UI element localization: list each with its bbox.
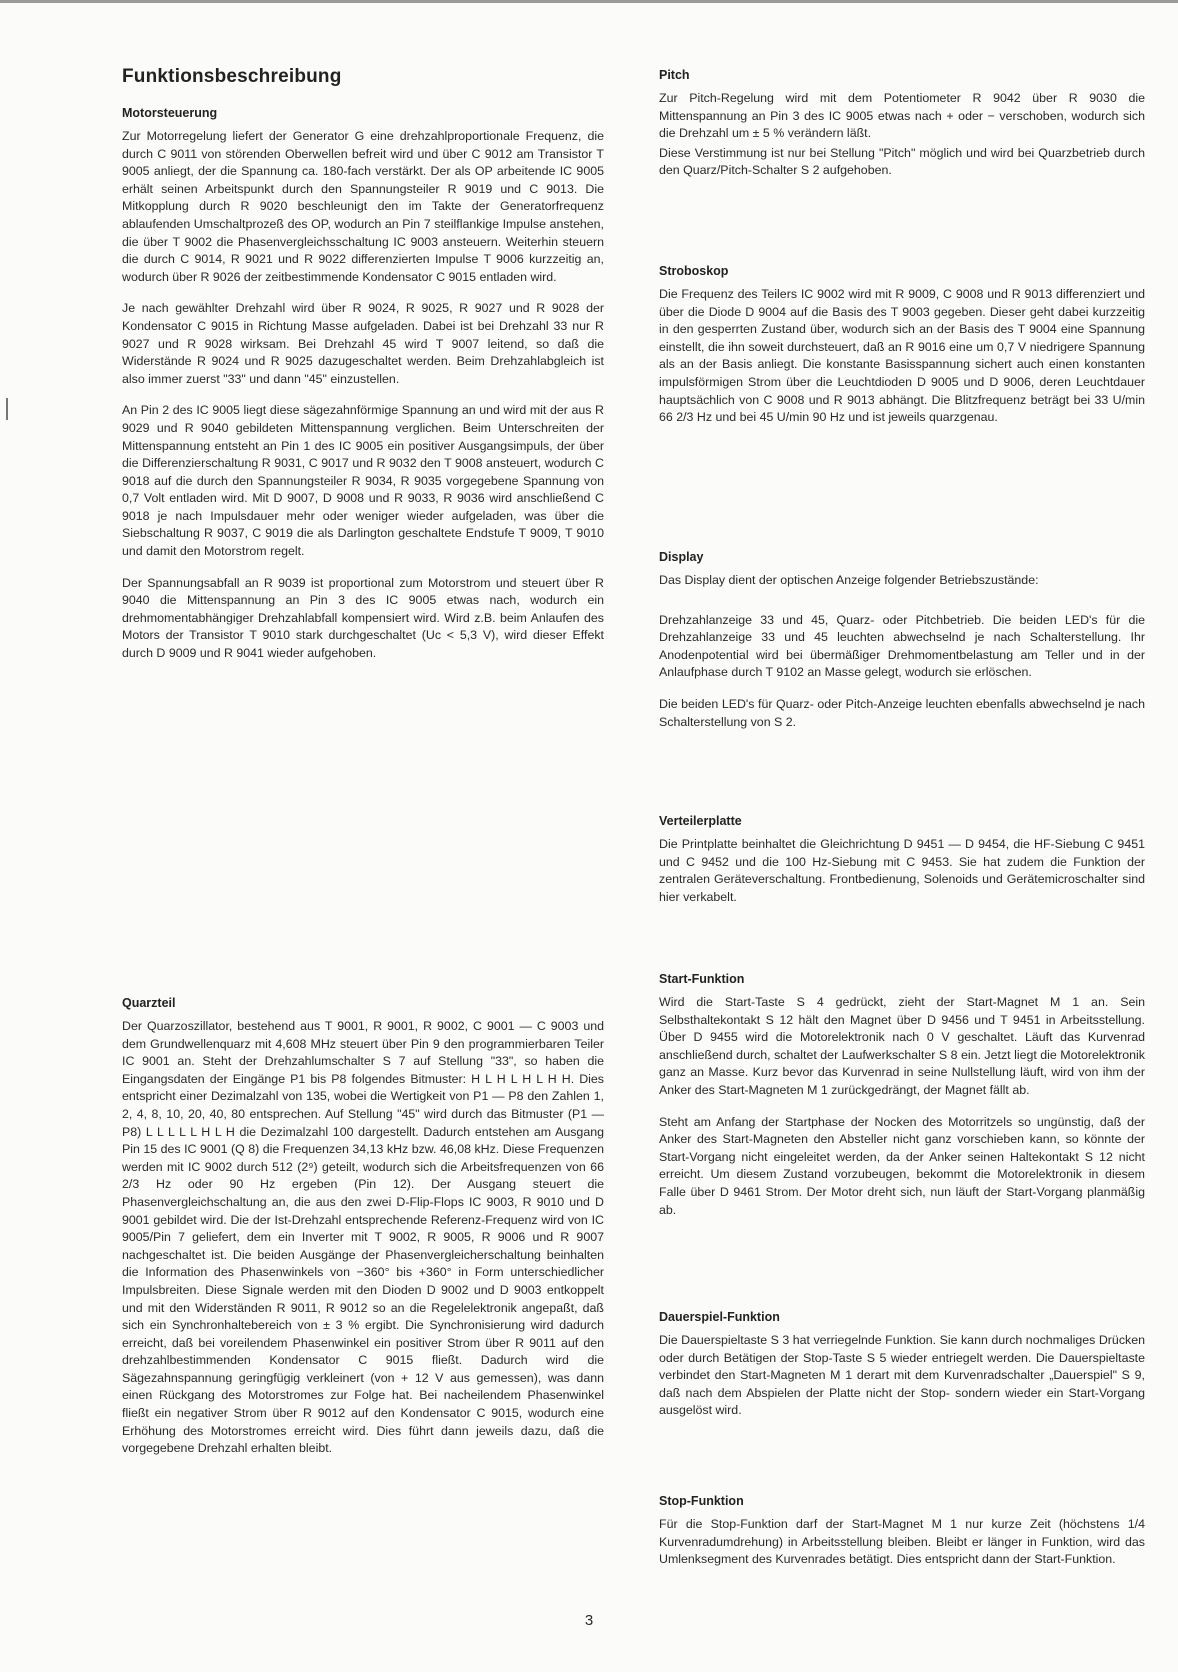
section-heading: Stop-Funktion xyxy=(659,1494,744,1508)
section-heading: Quarzteil xyxy=(122,996,176,1010)
section-pitch xyxy=(659,68,1145,194)
section-verteilerplatte xyxy=(659,814,1145,920)
margin-mark xyxy=(6,398,8,420)
paragraph: Zur Pitch-Regelung wird mit dem Potentiometer R 9042 über R 9030 die Mittenspannung an Pin 3 des IC 9005 etwas nach + oder − verschoben, wodurch sich die Drehzahl um ± 5 % verändern läßt. xyxy=(659,91,1145,141)
section-heading: Pitch xyxy=(659,68,690,82)
section-heading: Start-Funktion xyxy=(659,972,745,986)
section-stop-funktion xyxy=(659,1494,1145,1583)
section-heading: Verteilerplatte xyxy=(659,814,742,828)
page-title: Funktionsbeschreibung xyxy=(122,66,342,87)
paragraph: Diese Verstimmung ist nur bei Stellung "Pitch" möglich und wird bei Quarzbetrieb durch den Quarz/Pitch-Schalter S 2 aufgehoben. xyxy=(659,145,1145,178)
paragraph: An Pin 2 des IC 9005 liegt diese sägezahnförmige Spannung an und wird mit der aus R 9029 und R 9040 gebildeten Mittenspannung verglichen. Beim Unterschreiten der Mittenspannung entsteht an Pin 1 des IC 9005 ein positiver Ausgangsimpuls, der über die Differenzierschaltung R 9031, C 9017 und R 9032 den T 9008 ansteuert, wodurch C 9018 auf die durch den Spannungsteiler R 9034, R 9035 vorgegebene Spannung von 0,7 Volt entladen wird. Mit D 9007, D 9008 und R 9033, R 9036 wird anschließend C 9018 je nach Impulsdauer mehr oder weniger wieder aufgeladen, was über die Siebschaltung R 9037, C 9019 die als Darlington geschaltete Endstufe T 9009, T 9010 und damit den Motorstrom regelt. xyxy=(122,403,604,559)
section-heading: Dauerspiel-Funktion xyxy=(659,1310,780,1324)
paragraph: Je nach gewählter Drehzahl wird über R 9024, R 9025, R 9027 und R 9028 der Kondensator C 9015 in Richtung Masse aufgeladen. Dabei ist bei Drehzahl 33 nur R 9027 und R 9028 wirksam. Bei Drehzahl 45 wird T 9007 leitend, so daß die Widerstände R 9024 und R 9025 dazugeschaltet werden. Beim Drehzahlabgleich ist also immer zuerst "33" und dann "45" einzustellen. xyxy=(122,301,604,386)
paragraph: Die Frequenz des Teilers IC 9002 wird mit R 9009, C 9008 und R 9013 differenziert und über die Diode D 9004 auf die Basis des T 9003 gegeben. Dieser geht dabei kurzzeitig in den gesperrten Zustand über, wodurch sich an der Basis des T 9004 eine Spannung einstellt, die ihn soweit durchsteuert, daß an R 9016 eine um 0,7 V niedrigere Spannung als an der Basis anliegt. Die konstante Basisspannung sichert auch einen konstanten impulsförmigen Strom über die Leuchtdioden D 9005 und D 9006, deren Leuchtdauer hauptsächlich von C 9008 und R 9013 abhängt. Die Blitzfrequenz beträgt bei 33 U/min 66 2/3 Hz und bei 45 U/min 90 Hz und ist jeweils quarzgenau. xyxy=(659,287,1145,425)
section-heading: Display xyxy=(659,550,704,564)
section-display xyxy=(659,550,1145,745)
paragraph: Zur Motorregelung liefert der Generator G eine drehzahlproportionale Frequenz, die durch C 9011 von störenden Oberwellen befreit wird und über C 9012 am Transistor T 9005 anliegt, der die Spannung ca. 180-fach verstärkt. Der als OP arbeitende IC 9005 erhält seinen Arbeitspunkt durch den Spannungsteiler R 9019 und C 9013. Die Mitkopplung durch R 9020 beschleunigt den im Takte der Generatorfrequenz ablaufenden Umschaltprozeß des OP, wodurch an Pin 7 steilflankige Impulse anstehen, die über T 9002 die Phasenvergleichsschaltung IC 9003 ansteuern. Weiterhin steuern die durch C 9014, R 9021 und R 9022 differenzierten Impulse T 9006 kurzzeitig an, wodurch über R 9026 der zeitbestimmende Kondensator C 9015 entladen wird. xyxy=(122,129,604,284)
paragraph: Die beiden LED's für Quarz- oder Pitch-Anzeige leuchten ebenfalls abwechselnd je nach Schalterstellung von S 2. xyxy=(659,696,1145,729)
section-quarzteil xyxy=(122,996,604,1472)
paragraph: Der Quarzoszillator, bestehend aus T 9001, R 9001, R 9002, C 9001 — C 9003 und dem Grundwellenquarz mit 4,608 MHz steuert über Pin 9 den programmierbaren Teiler IC 9001 an. Steht der Drehzahlumschalter S 7 auf Stellung "33", so haben die Eingangsdaten der Eingänge P1 bis P8 folgendes Bitmuster: H L H L H L H H. Dies entspricht einer Dezimalzahl von 135, wobei die Wertigkeit von P1 — P8 den Zahlen 1, 2, 4, 8, 10, 20, 40, 80 entsprechen. Auf Stellung "45" wird durch das Bitmuster (P1 — P8) L L L L L H L H die Dezimalzahl 100 dargestellt. Dadurch entstehen am Ausgang Pin 15 des IC 9001 (Q 8) die Frequenzen 34,13 kHz bzw. 46,08 kHz. Diese Frequenzen werden mit IC 9002 durch 512 (2⁹) geteilt, wodurch sich die Arbeitsfrequenzen von 66 2/3 Hz oder 90 Hz ergeben (Pin 12). Der Ausgang steuert die Phasenvergleichschaltung an, die aus den zwei D-Flip-Flops IC 9003, R 9010 und D 9001 gebildet wird. Die der Ist-Drehzahl entsprechende Referenz-Frequenz wird von IC 9005/Pin 7 geliefert, dem ein Inverter mit T 9002, R 9005, R 9006 und R 9007 nachgeschaltet ist. Die beiden Ausgänge der Phasenvergleicherschaltung beinhalten die Information des Phasenwinkels von −360° bis +360° in Form unterschiedlicher Impulsbreiten. Diese Signale werden mit den Dioden D 9002 und D 9003 entkoppelt und mit den Widerständen R 9011, R 9012 so an die Regelelektronik angepaßt, daß sich ein Synchronhaltebereich von ± 3 % ergibt. Die Synchronisierung wird dadurch erreicht, daß bei voreilendem Phasenwinkel ein positiver Strom über R 9011 auf den drehzahlbestimmenden Kondensator C 9015 fließt. Dadurch wird die Sägezahnspannung geringfügig verkleinert (von + 12 V aus gemessen), was dann einen Rückgang des Motorstromes zur Folge hat. Bei nacheilendem Phasenwinkel fließt ein negativer Strom über R 9012 auf den Kondensator C 9015, wodurch eine Erhöhung des Motorstromes erreicht wird. Dies führt dann jeweils dazu, daß die vorgegebene Drehzahl erhalten bleibt. xyxy=(122,1019,604,1456)
page-number: 3 xyxy=(584,1612,594,1629)
section-heading: Motorsteuerung xyxy=(122,106,218,120)
section-dauerspiel-funktion xyxy=(659,1310,1145,1434)
section-stroboskop xyxy=(659,264,1145,441)
paragraph: Die Dauerspieltaste S 3 hat verriegelnde Funktion. Sie kann durch nochmaliges Drücken oder durch Betätigen der Stop-Taste S 5 wieder entriegelt werden. Die Dauerspieltaste verbindet den Start-Magneten M 1 derart mit dem Kurvenradschalter „Dauerspiel" S 9, daß nach dem Abspielen der Platte nicht der Stop- sondern wieder ein Start-Vorgang ausgelöst wird. xyxy=(659,1333,1145,1418)
section-heading: Stroboskop xyxy=(659,264,729,278)
paragraph: Die Printplatte beinhaltet die Gleichrichtung D 9451 — D 9454, die HF-Siebung C 9451 und C 9452 und die 100 Hz-Siebung mit C 9453. Sie hat zudem die Funktion der zentralen Geräteverschaltung. Frontbedienung, Solenoids und Gerätemicroschalter sind hier verkabelt. xyxy=(659,837,1145,904)
paragraph: Das Display dient der optischen Anzeige folgender Betriebszustände: xyxy=(659,573,1039,587)
section-motorsteuerung xyxy=(122,106,604,677)
paragraph: Wird die Start-Taste S 4 gedrückt, zieht der Start-Magnet M 1 an. Sein Selbsthaltekontakt S 12 hält den Magnet über D 9456 und T 9451 in Arbeitsstellung. Über D 9455 wird die Motorelektronik nach 0 V geschaltet. Läuft das Kurvenrad anschließend durch, schaltet der Laufwerkschalter S 8 ein. Jetzt liegt die Motorelektronik ganz an Masse. Kurz bevor das Kurvenrad in seine Nullstellung läuft, wird von ihm der Anker des Start-Magneten M 1 zurückgedrängt, der Magnet fällt ab. xyxy=(659,995,1145,1097)
paragraph: Für die Stop-Funktion darf der Start-Magnet M 1 nur kurze Zeit (höchstens 1/4 Kurvenradumdrehung) in Arbeitsstellung bleiben. Bleibt er länger in Funktion, wird das Umlenksegment des Kurvenrades betätigt. Dies entspricht dann der Start-Funktion. xyxy=(659,1517,1145,1567)
top-rule xyxy=(0,0,1178,3)
paragraph: Steht am Anfang der Startphase der Nocken des Motorritzels so ungünstig, daß der Anker des Start-Magneten den Absteller nicht ganz vorschieben kann, so könnte der Start-Vorgang nicht eingeleitet werden, da der Anker seinen Haltekontakt S 12 nicht erreicht. Um diesem Zustand vorzubeugen, bekommt die Motorelektronik in diesem Falle über D 9461 Strom. Der Motor dreht sich, nun läuft der Start-Vorgang planmäßig ab. xyxy=(659,1114,1145,1217)
paragraph: Der Spannungsabfall an R 9039 ist proportional zum Motorstrom und steuert über R 9040 die Mittenspannung an Pin 3 des IC 9005 etwas nach, wodurch ein drehmomentabhängiger Drehzahlabfall kompensiert wird. Wird z.B. beim Anlaufen des Motors der Transistor T 9010 stark durchgeschaltet (Uc < 5,3 V), wird dieser Effekt durch D 9009 und R 9041 wieder aufgehoben. xyxy=(122,575,604,661)
section-start-funktion xyxy=(659,972,1145,1233)
paragraph: Drehzahlanzeige 33 und 45, Quarz- oder Pitchbetrieb. Die beiden LED's für die Drehzahlanzeige 33 und 45 leuchten abwechselnd je nach Schalterstellung. Ihr Anodenpotential wird bei übermäßiger Drehmomentbelastung am Teller und in der Anlaufphase durch T 9102 an Masse gelegt, wodurch sie erlöschen. xyxy=(659,612,1145,680)
